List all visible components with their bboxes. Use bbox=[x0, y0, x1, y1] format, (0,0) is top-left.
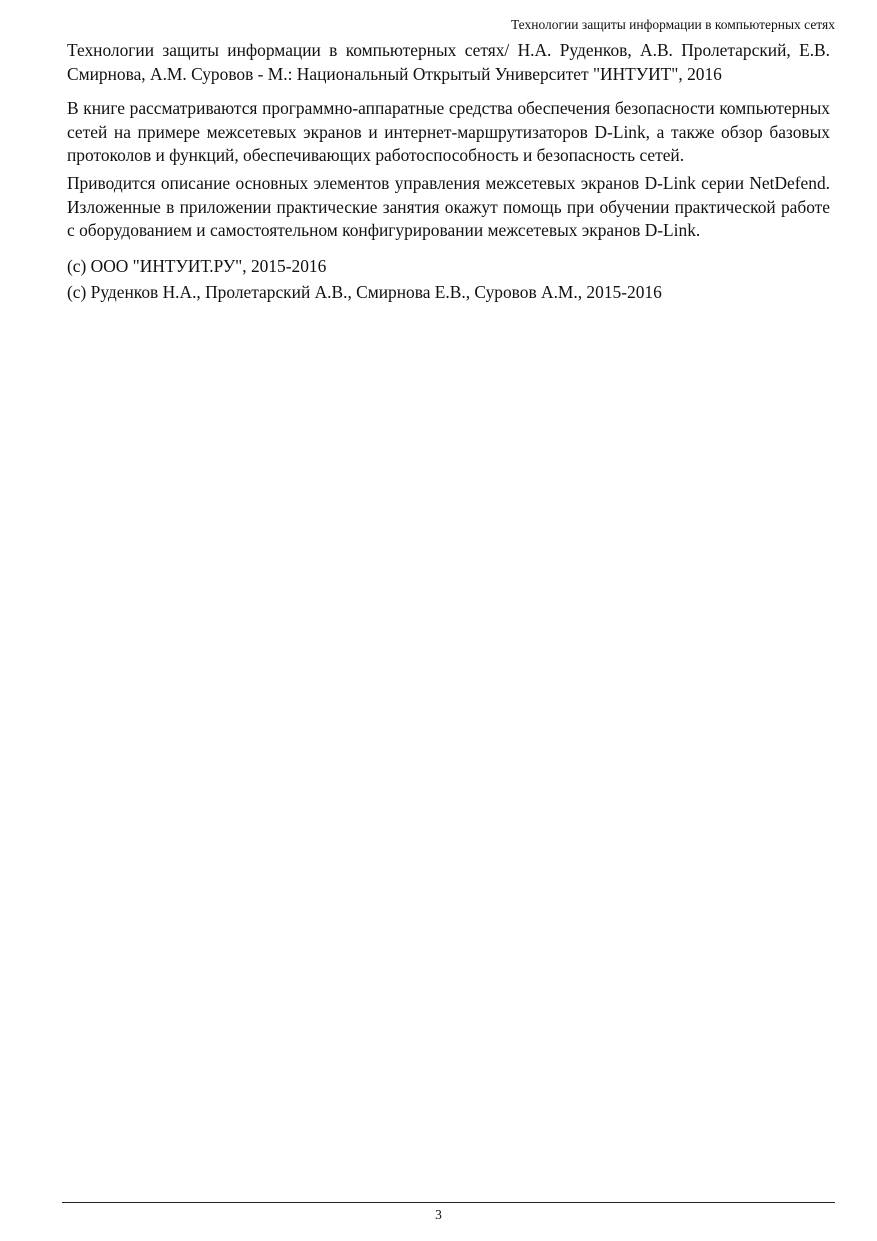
page-content bbox=[67, 39, 830, 305]
footer-divider bbox=[62, 1202, 835, 1203]
copyright-line-authors: (c) Руденков Н.А., Пролетарский А.В., Смирнова Е.В., Суровов А.М., 2015-2016 bbox=[67, 281, 662, 302]
copyright-line-publisher: (c) ООО "ИНТУИТ.РУ", 2015-2016 bbox=[67, 255, 327, 276]
abstract-paragraph-1: В книге рассматриваются программно-аппаратные средства обеспечения безопасности компьютерных сетей на примере межсетевых экранов и интернет-маршрутизаторов D-Link, а также обзор базовых протоколов и функций, обеспечивающих работоспособность и безопасность сетей. bbox=[67, 98, 830, 166]
abstract-paragraph-2: Приводится описание основных элементов управления межсетевых экранов D-Link серии NetDefend. Изложенные в приложении практические занятия окажут помощь при обучении практической работе с оборудованием и самостоятельном конфигурировании межсетевых экранов D-Link. bbox=[67, 172, 830, 241]
bibliographic-record: Технологии защиты информации в компьютерных сетях/ Н.А. Руденков, А.В. Пролетарский, Е.В. Смирнова, А.М. Суровов - М.: Национальный Открытый Университет "ИНТУИТ", 2016 bbox=[67, 40, 830, 84]
running-header-title: Технологии защиты информации в компьютерных сетях bbox=[510, 17, 835, 32]
copyright-block bbox=[67, 253, 830, 305]
page-number: 3 bbox=[435, 1207, 442, 1222]
